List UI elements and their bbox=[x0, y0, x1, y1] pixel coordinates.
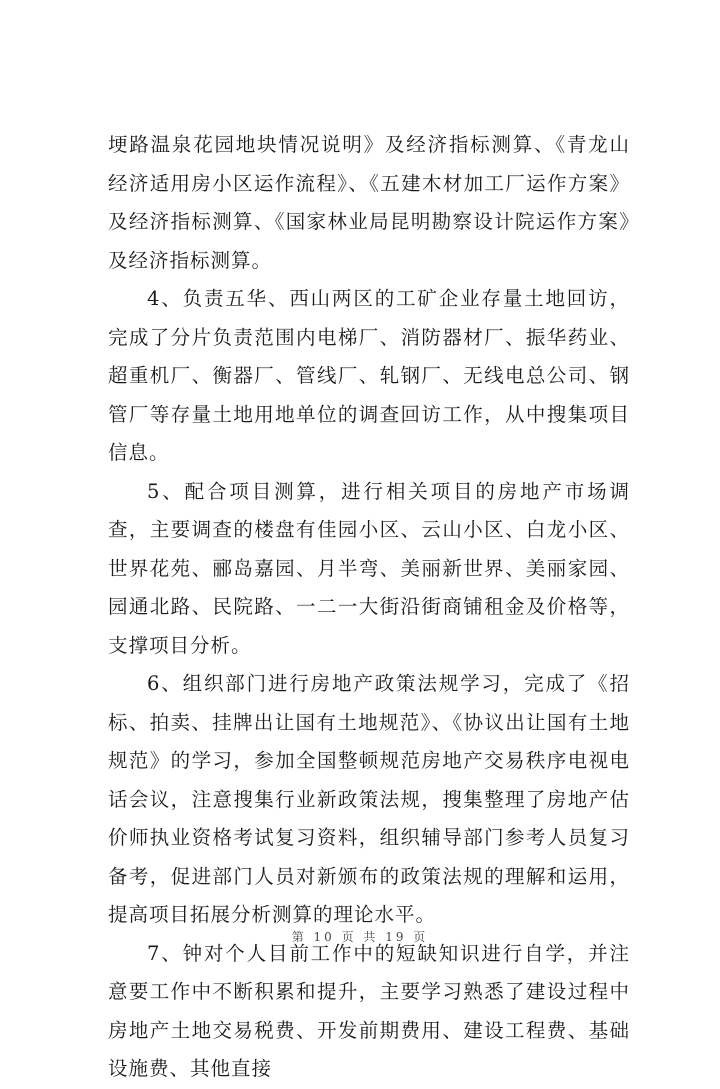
paragraph-continued: 埂路温泉花园地块情况说明》及经济指标测算、《青龙山经济适用房小区运作流程》、《五建木材加工厂运作方案》及经济指标测算、《国家林业局昆明勘察设计院运作方案》及经济指标测算。 bbox=[108, 133, 630, 272]
paragraph-item-7: 7、钟对个人目前工作中的短缺知识进行自学，并注意要工作中不断积累和提升，主要学习熟悉了建设过程中房地产土地交易税费、开发前期费用、建设工程费、基础设施费、其他直接 bbox=[108, 941, 630, 1080]
paragraph-item-5: 5、配合项目测算，进行相关项目的房地产市场调查，主要调查的楼盘有佳园小区、云山小区、白龙小区、世界花苑、郦岛嘉园、月半弯、美丽新世界、美丽家园、园通北路、民院路、一二一大街沿街商铺租金及价格等，支撑项目分析。 bbox=[108, 479, 630, 657]
paragraph-item-6: 6、组织部门进行房地产政策法规学习，完成了《招标、拍卖、挂牌出让国有土地规范》、《协议出让国有土地规范》的学习，参加全国整顿规范房地产交易秩序电视电话会议，注意搜集行业新政策法规，搜集整理了房地产估价师执业资格考试复习资料，组织辅导部门参考人员复习备考，促进部门人员对新颁布的政策法规的理解和运用，提高项目拓展分析测算的理论水平。 bbox=[108, 672, 630, 926]
paragraph-item-4: 4、负责五华、西山两区的工矿企业存量土地回访，完成了分片负责范围内电梯厂、消防器材厂、振华药业、超重机厂、衡器厂、管线厂、轧钢厂、无线电总公司、钢管厂等存量土地用地单位的调查回访工作，从中搜集项目信息。 bbox=[108, 287, 630, 464]
page-number-footer: 第 10 页 共 19 页 bbox=[291, 930, 429, 944]
